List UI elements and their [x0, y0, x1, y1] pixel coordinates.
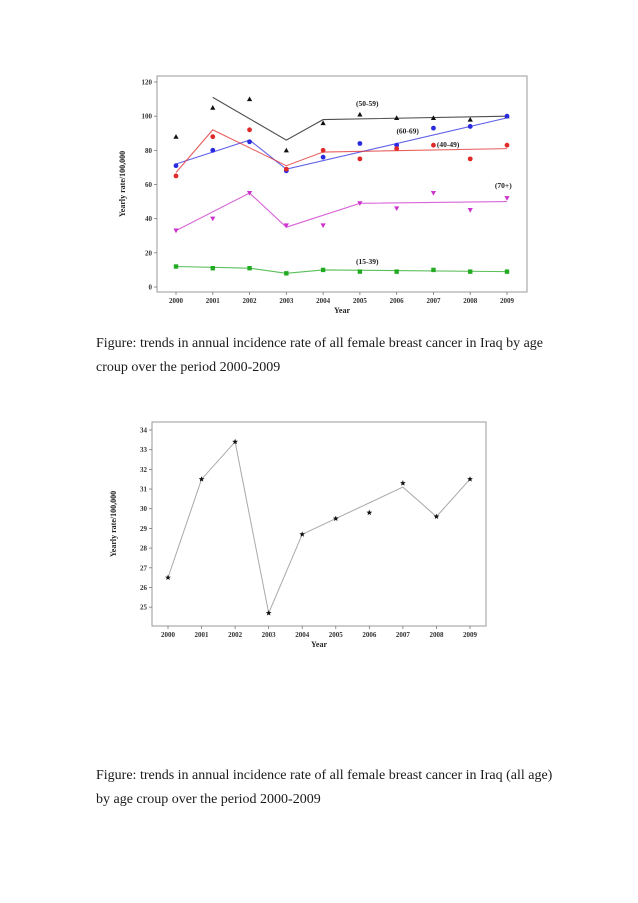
data-point [210, 148, 215, 153]
y-tick-label: 20 [145, 249, 152, 258]
y-tick-label: 0 [148, 283, 152, 292]
data-point [210, 134, 215, 139]
data-point [247, 96, 252, 101]
figure-2-caption: Figure: trends in annual incidence rate of all female breast cancer in Iraq (all age) by age croup over the period 2000-2009 [96, 768, 553, 807]
data-point [467, 476, 473, 481]
data-point [284, 168, 289, 173]
y-tick-label: 34 [140, 426, 147, 435]
data-point [504, 114, 509, 119]
series-label: (70+) [494, 180, 512, 190]
data-point [468, 124, 473, 129]
x-tick-label: 2009 [500, 297, 514, 305]
data-point [357, 201, 362, 206]
data-point [504, 196, 509, 201]
x-tick-label: 2009 [463, 631, 477, 639]
y-tick-label: 60 [145, 181, 152, 189]
data-point [468, 208, 473, 213]
y-tick-label: 27 [140, 564, 147, 573]
data-point [247, 191, 252, 196]
y-tick-label: 30 [140, 505, 147, 514]
data-point [357, 112, 362, 117]
x-tick-label: 2000 [169, 297, 183, 305]
x-tick-label: 2002 [228, 631, 243, 639]
series-line [213, 97, 507, 140]
data-point [431, 143, 436, 148]
x-tick-label: 2007 [395, 631, 410, 639]
y-tick-label: 33 [140, 446, 147, 455]
y-tick-label: 25 [140, 603, 147, 612]
plot-frame [152, 422, 486, 626]
data-point [199, 476, 205, 481]
data-point [174, 174, 179, 179]
x-tick-label: 2003 [261, 631, 276, 639]
data-point [357, 141, 362, 146]
data-point [394, 146, 399, 151]
series-label: (50-59) [355, 98, 379, 108]
data-point [247, 266, 251, 270]
x-tick-label: 2002 [242, 297, 257, 305]
y-tick-label: 28 [140, 544, 147, 553]
data-point [284, 271, 288, 275]
data-point [358, 269, 362, 273]
data-point [247, 139, 252, 144]
data-point [357, 156, 362, 161]
y-tick-label: 31 [140, 485, 147, 494]
data-point [266, 610, 272, 615]
data-point [210, 105, 215, 110]
x-tick-label: 2004 [316, 297, 331, 305]
x-axis-label: Year [311, 640, 327, 649]
x-tick-label: 2008 [463, 297, 478, 305]
data-point [431, 268, 435, 272]
y-tick-label: 80 [145, 146, 152, 155]
y-tick-label: 29 [140, 524, 147, 533]
data-point [284, 223, 289, 228]
data-point [321, 223, 326, 228]
data-point [434, 514, 440, 519]
data-point [394, 206, 399, 211]
data-point [173, 229, 178, 234]
figure-1-caption: Figure: trends in annual incidence rate of all female breast cancer in Iraq by age croup over the period 2000-2009 [96, 336, 544, 375]
data-point [394, 115, 399, 120]
data-point [400, 480, 406, 485]
data-point [165, 575, 171, 580]
x-tick-label: 2000 [161, 631, 175, 639]
x-tick-label: 2003 [279, 297, 294, 305]
x-tick-label: 2005 [352, 297, 367, 305]
y-tick-label: 120 [141, 78, 152, 87]
x-tick-label: 2008 [429, 631, 444, 639]
data-point [366, 510, 372, 515]
data-point [505, 269, 509, 273]
data-point [431, 115, 436, 120]
x-tick-label: 2001 [205, 297, 220, 305]
series-label: (15-39) [355, 256, 379, 266]
series-label: (60-69) [396, 126, 419, 136]
data-point [431, 191, 436, 196]
data-point [247, 127, 252, 132]
series-line [176, 267, 507, 274]
x-tick-label: 2001 [194, 631, 209, 639]
series-line [168, 442, 470, 613]
series-line [176, 130, 507, 173]
data-point [284, 167, 289, 172]
data-point [468, 117, 473, 122]
x-tick-label: 2004 [295, 631, 310, 639]
x-tick-label: 2006 [362, 631, 377, 639]
data-point [173, 134, 178, 139]
plot-frame [157, 76, 527, 292]
x-tick-label: 2005 [328, 631, 343, 639]
data-point [321, 120, 326, 125]
data-point [505, 114, 510, 119]
data-point [394, 269, 398, 273]
series-label: (40-49) [436, 139, 460, 149]
y-tick-label: 32 [140, 465, 147, 474]
series-line [176, 193, 507, 231]
data-point [468, 269, 472, 273]
data-point [431, 126, 436, 131]
data-point [321, 155, 326, 160]
y-tick-label: 26 [140, 583, 147, 592]
data-point [333, 516, 339, 521]
data-point [174, 163, 179, 168]
data-point [211, 266, 215, 270]
data-point [468, 156, 473, 161]
data-point [321, 268, 325, 272]
series-line [176, 118, 507, 169]
y-tick-label: 100 [141, 112, 152, 121]
data-point [321, 148, 326, 153]
data-point [505, 143, 510, 148]
y-tick-label: 40 [145, 215, 152, 224]
x-tick-label: 2006 [389, 297, 404, 305]
x-tick-label: 2007 [426, 297, 441, 305]
data-point [174, 264, 178, 268]
data-point [232, 439, 238, 444]
data-point [284, 148, 289, 153]
data-point [394, 143, 399, 148]
y-axis-label: Yearly rate/100,000 [118, 150, 127, 218]
data-point [299, 531, 305, 536]
x-axis-label: Year [334, 306, 350, 315]
data-point [210, 217, 215, 222]
y-axis-label: Yearly rate/100,000 [109, 490, 118, 558]
